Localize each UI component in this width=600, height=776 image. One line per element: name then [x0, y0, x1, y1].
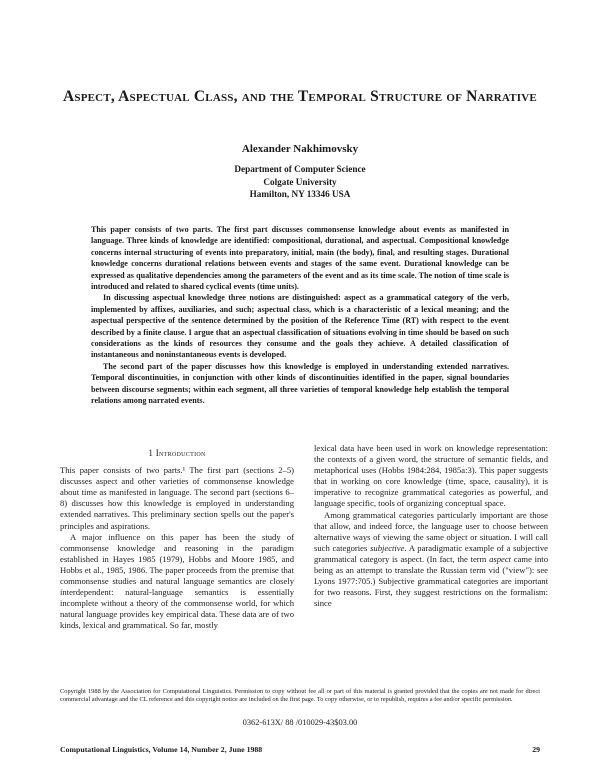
journal-citation: Computational Linguistics, Volume 14, Number 2, June 1988	[60, 745, 263, 754]
emphasized-term: aspect	[489, 553, 512, 564]
affiliation-department: Department of Computer Science	[234, 164, 366, 174]
body-text: . A paradigmatic example of a subjective grammatical category is aspect. (In fact, the term	[314, 542, 549, 564]
section-heading: 1 Introduction	[148, 448, 206, 458]
body-text: Among grammatical categories particularly important are those that allow, and indeed force, the language user to choose between alternative ways of viewing the same object or situation. I will call such categories	[314, 509, 548, 553]
copyright-footnote: Copyright 1988 by the Association for Computational Linguistics. Permission to copy without fee all or part of this material is granted provided that the copies are not made for direct commercial advantage and the CL reference and this copyright notice are included on the first page. To copy otherwise, or to republish, requires a fee and/or specific permission.	[60, 688, 540, 704]
body-text: came into being as an attempt to translate the Russian term vid ("view"): see Lyons 1977:705.) Subjective grammatical categories are important for two reasons. First, they suggest restrictions on the formalism: since	[314, 553, 548, 609]
body-paragraph: lexical data have been used in work on knowledge representation: the contexts of a given word, the structure of semantic fields, and metaphorical uses (Hobbs 1984:284, 1985a:3). This paper suggests that in working on core knowledge (time, space, causality), it is imperative to recognize grammatical categories as powerful, and language specific, tools of organizing conceptual space.	[314, 443, 548, 509]
abstract-paragraph: The second part of the paper discusses how this knowledge is employed in understanding extended narratives. Temporal discontinuities, in conjunction with other kinds of discontinuities identified in the paper, signal boundaries between discourse segments; within each segment, all three varieties of temporal knowledge help establish the temporal relations among narrated events.	[91, 361, 509, 406]
affiliation-university: Colgate University	[263, 176, 337, 187]
left-column	[60, 448, 294, 632]
abstract-paragraph: This paper consists of two parts. The first part discusses commonsense knowledge about events as manifested in language. Three kinds of knowledge are identified: compositional, durational, and aspectual. Compositional knowledge concerns internal structuring of events into preparatory, initial, main (the body), final, and resulting stages. Durational knowledge concerns durational relations between events and stages of the same event. Durational knowledge can be expressed as qualitative dependencies among the parameters of the event and as its time scale. The notion of time scale is introduced and related to shared cyclical events (time units).	[91, 225, 509, 292]
author-name: Alexander Nakhimovsky	[241, 143, 359, 155]
body-paragraph: This paper consists of two parts.¹ The first part (sections 2–5) discusses aspect and other varieties of commonsense knowledge about time as manifested in language. The second part (sections 6–8) discusses how this knowledge is employed in understanding extended narratives. This preliminary section spells out the paper's principles and aspirations.	[60, 465, 294, 531]
affiliation-address: Hamilton, NY 13346 USA	[249, 189, 351, 199]
right-column	[314, 443, 548, 609]
paper-title: Aspect, Aspectual Class, and the Temporal Structure of Narrative	[63, 88, 537, 105]
abstract-paragraph: In discussing aspectual knowledge three notions are distinguished: aspect as a grammatical category of the verb, implemented by affixes, auxiliaries, and such; aspectual class, which is a characteristic of a lexical meaning; and the aspectual perspective of the sentence determined by the position of the Reference Time (RT) with respect to the event described by a finite clause. I argue that an aspectual classification of situations evolving in time should be based on such considerations as the kinds of resources they consume and the goals they achieve. A detailed classification of instantaneous and noninstantaneous events is developed.	[91, 293, 509, 360]
body-paragraph	[314, 510, 548, 610]
abstract	[91, 224, 509, 407]
body-paragraph: A major influence on this paper has been the study of commonsense knowledge and reasoning in the paradigm established in Hayes 1985 (1979), Hobbs and Moore 1985, and Hobbs et al., 1985, 1986. The paper proceeds from the premise that commonsense studies and natural language semantics are closely interdependent: natural-language semantics is essentially incomplete without a theory of the commonsense world, for which natural language provides key empirical data. These data are of two kinds, lexical and grammatical. So far, mostly	[60, 531, 294, 631]
page-number: 29	[532, 745, 540, 754]
issn-line: 0362-613X/ 88 /010029-43$03.00	[242, 718, 358, 727]
affiliation	[60, 163, 540, 201]
emphasized-term: subjective	[370, 542, 405, 553]
